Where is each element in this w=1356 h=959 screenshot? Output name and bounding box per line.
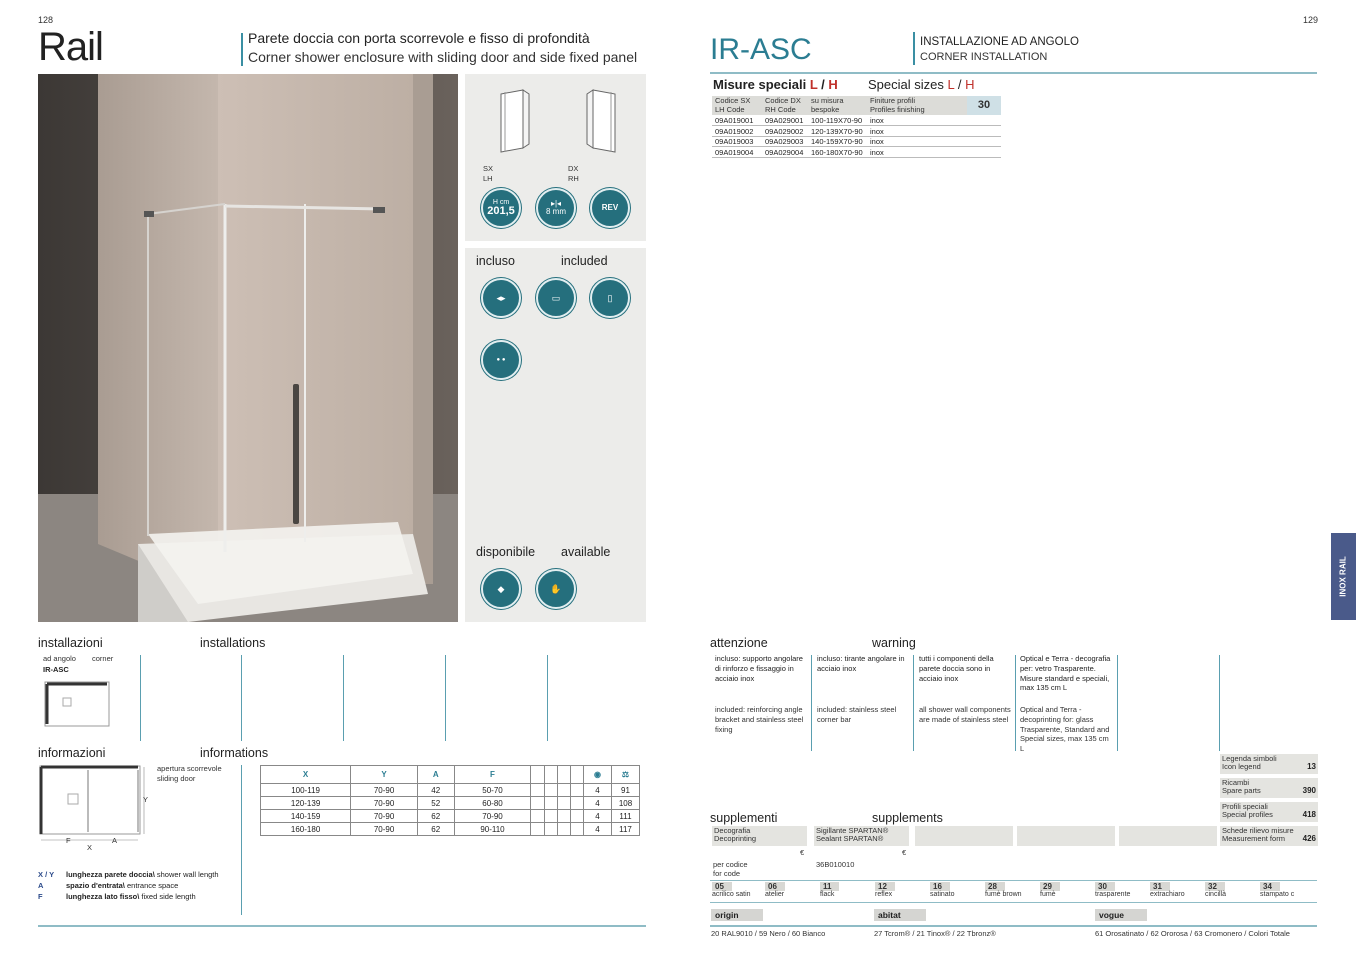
product-photo xyxy=(38,74,458,622)
supplements-heading-en: supplements xyxy=(872,811,943,825)
door-profile-icon: ▯ xyxy=(590,278,630,318)
icon-panel-included xyxy=(465,248,646,622)
install-heading-en: CORNER INSTALLATION xyxy=(920,51,1048,63)
col-y: Y xyxy=(351,766,418,784)
supplement-sealant: Sigillante SPARTAN® Sealant SPARTAN® xyxy=(814,826,909,846)
opening-type-en: sliding door xyxy=(157,774,196,783)
col-f: F xyxy=(454,766,531,784)
tie-rod-icon: ▭ xyxy=(536,278,576,318)
table-row: 09A019004 09A029004 160-180X70-90 inox xyxy=(712,147,1001,158)
opening-type-it: apertura scorrevole xyxy=(157,764,222,773)
glass-thickness-icon: ▸|◂ 8 mm xyxy=(536,188,576,228)
title-divider xyxy=(241,33,243,66)
table-row: 160-180 70-90 62 90-110 4 117 xyxy=(261,823,640,836)
special-sizes-it: Misure speciali L / H xyxy=(713,77,838,92)
side-tab-inox-rail[interactable]: INOX RAIL xyxy=(1331,533,1356,620)
collection-vogue: vogue 61 Orosatinato / 62 Ororosa / 63 Cromonero / Colori Totale xyxy=(1095,910,1290,938)
finish-34: 34 stampato c xyxy=(1260,882,1295,898)
table-row: 09A019003 09A029003 140-159X70-90 inox xyxy=(712,136,1001,147)
col-a: A xyxy=(418,766,454,784)
dim-x-label: X xyxy=(87,843,93,852)
install-code: IR-ASC xyxy=(43,665,69,674)
finish-29: 29 fumè xyxy=(1040,882,1060,898)
dx-sublabel: RH xyxy=(568,174,579,183)
available-label-en: available xyxy=(561,545,611,559)
header-finishing: Finiture profili Profiles finishing xyxy=(867,96,967,115)
legend-item: A spazio d'entrata\ entrance space xyxy=(38,881,179,890)
dim-y-label: Y xyxy=(143,795,149,804)
install-type-it: ad angolo xyxy=(43,654,76,663)
page-number-right: 129 xyxy=(1303,15,1319,25)
page-title: Rail xyxy=(38,25,103,69)
code-divider xyxy=(913,32,915,65)
finish-code-30: 30 xyxy=(967,96,1001,115)
available-label-it: disponibile xyxy=(476,545,536,559)
legend-item: F lunghezza lato fisso\ fixed side length xyxy=(38,892,196,901)
footer-rule-left xyxy=(38,925,646,927)
icon-panel-top xyxy=(465,74,646,241)
supplement-code: 36B010010 xyxy=(816,860,855,869)
dim-a-label: A xyxy=(112,836,118,845)
product-code-title: IR-ASC xyxy=(710,33,812,66)
col-weight-icon: ⚖ xyxy=(612,766,640,784)
included-label-en: included xyxy=(561,254,608,268)
header-rh-code: Codice DX RH Code xyxy=(762,96,808,115)
neverdrop-icon: ● ● xyxy=(481,340,521,380)
finish-12: 12 reflex xyxy=(875,882,895,898)
header-rule-right xyxy=(710,72,1317,74)
included-label-it: incluso xyxy=(476,254,515,268)
legend-measurement-form-box[interactable]: Schede rilievo misure Measurement form 426 xyxy=(1220,826,1318,846)
per-code-label: per codice for code xyxy=(713,860,748,878)
collection-abitat: abitat 27 Tcrom® / 21 Tinox® / 22 Tbronz® xyxy=(874,910,996,938)
height-icon: H cm 201,5 xyxy=(481,188,521,228)
warning-4: Optical e Terra - decografia per: vetro Trasparente. Misure standard e speciali, max 135 cm L Optical and Terra - decoprinting for: glass Trasparente, Standard and Special sizes, max 135 cm L xyxy=(1020,654,1111,753)
special-sizes-en: Special sizes L / H xyxy=(868,77,975,92)
table-row: 140-159 70-90 62 70-90 4 111 xyxy=(261,810,640,823)
dx-label: DX xyxy=(568,164,579,173)
shower-enclosure-image xyxy=(38,74,458,622)
special-sizes-table xyxy=(712,96,1001,158)
table-row: 09A019001 09A029001 100-119X70-90 inox xyxy=(712,115,1001,126)
install-type-en: corner xyxy=(92,654,114,663)
dim-f-label: F xyxy=(66,836,71,845)
info-table xyxy=(260,765,640,836)
footer-rule-right xyxy=(710,925,1317,927)
installations-heading-en: installations xyxy=(200,636,266,650)
col-x: X xyxy=(261,766,351,784)
header-bespoke: su misura bespoke xyxy=(808,96,867,115)
legend-item: X / Y lunghezza parete doccia\ shower wall length xyxy=(38,870,219,879)
glass-treatment-icon: ◆ xyxy=(481,569,521,609)
table-row: 09A019002 09A029002 120-139X70-90 inox xyxy=(712,126,1001,137)
sx-label: SX xyxy=(483,164,494,173)
euro-2: € xyxy=(902,848,907,857)
install-heading-it: INSTALLAZIONE AD ANGOLO xyxy=(920,36,1079,48)
warning-2: incluso: tirante angolare in acciaio inox included: stainless steel corner bar xyxy=(817,654,905,724)
warning-1: incluso: supporto angolare di rinforzo e fissaggio in acciaio inox included: reinforcing angle bracket and stainless steel fixing xyxy=(715,654,804,734)
sx-diagram-icon xyxy=(493,86,533,156)
corner-bracket-icon: ◂▸ xyxy=(481,278,521,318)
finish-06: 06 atelier xyxy=(765,882,785,898)
finish-31: 31 extrachiaro xyxy=(1150,882,1185,898)
info-dimension-diagram xyxy=(38,764,150,852)
page-number-left: 128 xyxy=(38,15,54,25)
cleaning-icon: ✋ xyxy=(536,569,576,609)
informations-heading-it: informazioni xyxy=(38,746,106,760)
euro-1: € xyxy=(800,848,805,857)
sx-sublabel: LH xyxy=(483,174,493,183)
finish-05: 05 acrilico satin xyxy=(712,882,751,898)
informations-heading-en: informations xyxy=(200,746,269,760)
finish-32: 32 cincillà xyxy=(1205,882,1227,898)
install-diagram xyxy=(43,680,113,728)
finish-16: 16 satinato xyxy=(930,882,955,898)
col-wall-icon: ◉ xyxy=(584,766,612,784)
subtitle-en: Corner shower enclosure with sliding door and side fixed panel xyxy=(248,49,638,65)
dx-diagram-icon xyxy=(583,86,623,156)
header-lh-code: Codice SX LH Code xyxy=(712,96,762,115)
supplement-decoprinting: Decografia Decoprinting xyxy=(712,826,807,846)
warning-heading-en: warning xyxy=(872,636,916,650)
legend-icon-box[interactable]: Legenda simboli Icon legend 13 xyxy=(1220,754,1318,774)
dimension-legend xyxy=(38,869,219,902)
subtitle-it: Parete doccia con porta scorrevole e fisso di profondità xyxy=(248,30,590,46)
table-row: 100-119 70-90 42 50-70 4 91 xyxy=(261,784,640,797)
warning-heading-it: attenzione xyxy=(710,636,768,650)
finish-11: 11 flack xyxy=(820,882,839,898)
collection-origin: origin 20 RAL9010 / 59 Nero / 60 Bianco xyxy=(711,910,826,938)
warning-3: tutti i componenti della parete doccia sono in acciaio inox all shower wall components are made of stainless steel xyxy=(919,654,1011,724)
finish-30: 30 trasparente xyxy=(1095,882,1131,898)
legend-spare-parts-box[interactable]: Ricambi Spare parts 390 xyxy=(1220,778,1318,798)
legend-special-profiles-box[interactable]: Profili speciali Special profiles 418 xyxy=(1220,802,1318,822)
installations-heading-it: installazioni xyxy=(38,636,103,650)
supplements-heading-it: supplementi xyxy=(710,811,778,825)
reversible-icon: REV xyxy=(590,188,630,228)
finish-28: 28 fumè brown xyxy=(985,882,1022,898)
table-row: 120-139 70-90 52 60-80 4 108 xyxy=(261,797,640,810)
